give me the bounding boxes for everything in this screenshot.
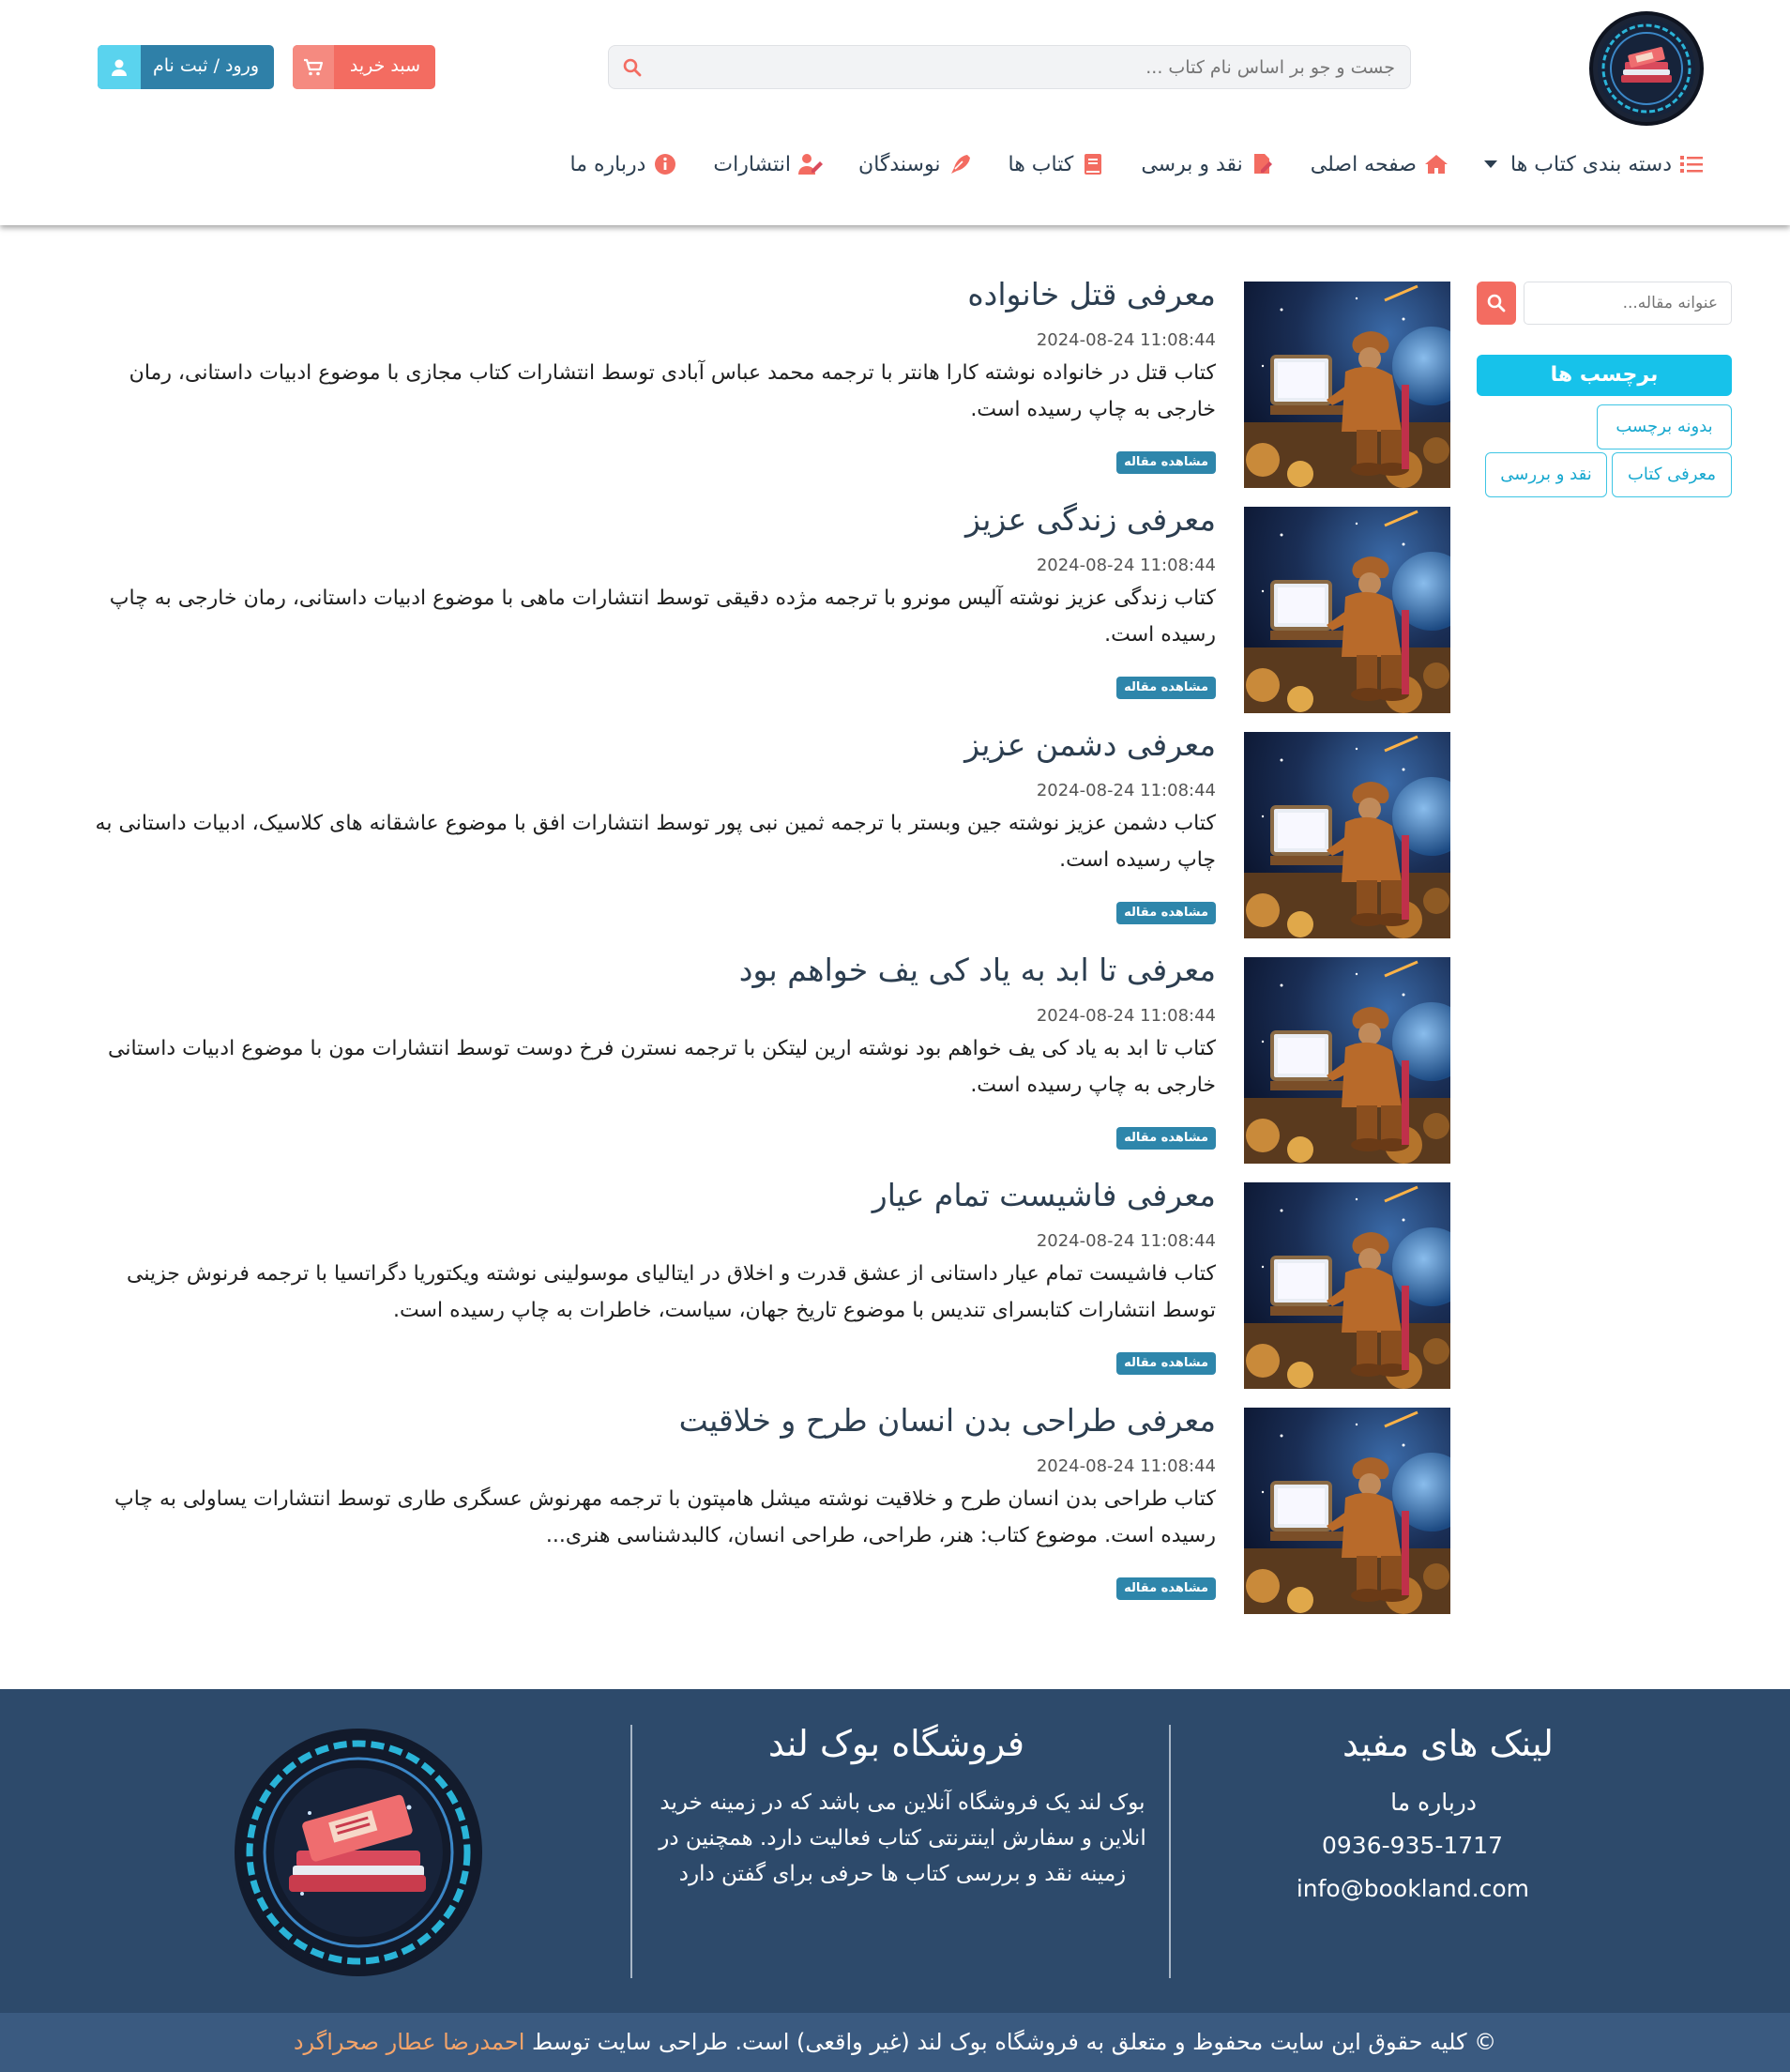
pen-icon <box>948 152 972 176</box>
article-excerpt: کتاب دشمن عزیز نوشته جین وبستر با ترجمه ثمین نبی پور توسط انتشارات افق با موضوع عاشقانه های کلاسیک، ادبیات داستانی به چاپ رسیده است. <box>95 812 1216 872</box>
article-thumbnail[interactable] <box>1244 1182 1450 1389</box>
nav-home[interactable] <box>1311 152 1449 176</box>
article-date: 2024-08-24 11:08:44 <box>1036 330 1216 350</box>
nav-reviews[interactable] <box>1141 152 1274 176</box>
view-article-button[interactable]: مشاهده مقاله <box>1116 1577 1216 1600</box>
article-excerpt: کتاب زندگی عزیز نوشته آلیس مونرو با ترجمه مژده دقیقی توسط انتشارات ماهی با موضوع ادبیات داستانی، رمان خارجی به چاپ رسیده است. <box>109 587 1216 647</box>
nav-reviews-label: نقد و برسی <box>1141 152 1243 176</box>
cart-button[interactable] <box>293 45 435 89</box>
cart-label: سبد خرید <box>349 55 420 76</box>
nav-publishers[interactable] <box>713 152 823 176</box>
article-thumbnail[interactable] <box>1244 1408 1450 1614</box>
view-article-button[interactable]: مشاهده مقاله <box>1116 1127 1216 1150</box>
copyright-bar <box>0 2013 1790 2072</box>
article-card <box>0 276 1790 490</box>
footer-email[interactable]: info@bookland.com <box>1296 1875 1529 1902</box>
cart-icon <box>293 45 334 89</box>
article-date: 2024-08-24 11:08:44 <box>1036 1006 1216 1026</box>
list-icon <box>1679 152 1704 176</box>
nav-authors[interactable] <box>858 152 972 176</box>
article-title[interactable]: معرفی دشمن عزیز <box>964 726 1216 763</box>
login-label: ورود / ثبت نام <box>152 55 259 76</box>
article-excerpt: کتاب قتل در خانواده نوشته کارا هانتر با ترجمه محمد عباس آبادی توسط انتشارات کتاب مجازی با موضوع ادبیات داستانی، رمان خارجی به چاپ رسیده است. <box>129 361 1216 421</box>
review-icon <box>1251 152 1275 176</box>
article-date: 2024-08-24 11:08:44 <box>1036 1231 1216 1251</box>
tag-review[interactable]: نقد و بررسی <box>1485 452 1607 497</box>
nav-categories-label: دسته بندی کتاب ها <box>1509 152 1672 176</box>
view-article-button[interactable]: مشاهده مقاله <box>1116 451 1216 474</box>
site-header <box>0 0 1790 225</box>
article-excerpt: کتاب فاشیست تمام عیار داستانی از عشق قدرت و اخلاق در ایتالیای موسولینی نوشته ویکتوریا دگراتسیا با ترجمه فرنوش جزینی توسط انتشارات کتابسرای تندیس با موضوع تاریخ جهان، سیاست، خاطرات به چاپ رسیده است. <box>127 1262 1216 1322</box>
article-card <box>0 501 1790 715</box>
login-register-button[interactable] <box>98 45 274 89</box>
article-title[interactable]: معرفی فاشیست تمام عیار <box>872 1177 1216 1213</box>
search-icon[interactable] <box>622 57 643 78</box>
nav-categories[interactable] <box>1484 152 1704 176</box>
article-card <box>0 726 1790 940</box>
book-search-bar <box>608 45 1411 89</box>
nav-home-label: صفحه اصلی <box>1310 152 1417 176</box>
article-thumbnail[interactable] <box>1244 507 1450 713</box>
tag-no-tag[interactable]: بدونه برچسب <box>1597 404 1732 449</box>
main-navigation <box>534 152 1704 176</box>
user-icon <box>98 45 141 89</box>
book-icon <box>1081 152 1105 176</box>
article-excerpt: کتاب طراحی بدن انسان طرح و خلاقیت نوشته میشل هامپتون با ترجمه مهرنوش عسگری طاری توسط انتشارات یساولی به چاپ رسیده است. موضوع کتاب: هنر، طراحی، طراحی انسان، کالبدشناسی هنری... <box>114 1487 1216 1547</box>
site-footer <box>0 1689 1790 2013</box>
article-title[interactable]: معرفی طراحی بدن انسان طرح و خلاقیت <box>678 1402 1216 1439</box>
footer-logo <box>235 1729 482 1976</box>
article-excerpt: کتاب تا ابد به یاد کی یف خواهم بود نوشته ارین لیتکن با ترجمه نسترن فرخ دوست توسط انتشارات مون با موضوع ادبیات داستانی خارجی به چاپ رسیده است. <box>107 1037 1216 1097</box>
article-card <box>0 1177 1790 1391</box>
info-icon <box>653 152 677 176</box>
designer-link[interactable]: احمدرضا عطار صحراگرد <box>293 2029 525 2055</box>
view-article-button[interactable]: مشاهده مقاله <box>1116 902 1216 924</box>
nav-publishers-label: انتشارات <box>713 152 792 176</box>
copyright-text: © کلیه حقوق این سایت محفوظ و متعلق به فروشگاه بوک لند (غیر واقعی) است. طراحی سایت توسط <box>532 2029 1497 2055</box>
nav-about[interactable] <box>569 152 677 176</box>
view-article-button[interactable]: مشاهده مقاله <box>1116 677 1216 699</box>
article-date: 2024-08-24 11:08:44 <box>1036 1456 1216 1476</box>
footer-link-about[interactable]: درباره ما <box>1390 1789 1477 1816</box>
footer-divider <box>1169 1725 1171 1978</box>
article-thumbnail[interactable] <box>1244 957 1450 1164</box>
article-thumbnail[interactable] <box>1244 732 1450 938</box>
footer-divider <box>630 1725 632 1978</box>
footer-phone[interactable]: 0936-935-1717 <box>1321 1832 1503 1859</box>
article-title[interactable]: معرفی قتل خانواده <box>967 276 1216 312</box>
book-search-input[interactable] <box>660 46 1410 88</box>
view-article-button[interactable]: مشاهده مقاله <box>1116 1352 1216 1375</box>
article-date: 2024-08-24 11:08:44 <box>1036 781 1216 800</box>
useful-links-title: لینک های مفید <box>1342 1723 1554 1764</box>
article-card <box>0 952 1790 1166</box>
article-card <box>0 1402 1790 1616</box>
site-logo[interactable] <box>1589 11 1704 126</box>
tags-heading: برچسب ها <box>1477 355 1732 396</box>
article-title[interactable]: معرفی تا ابد به یاد کی یف خواهم بود <box>738 952 1216 988</box>
nav-books[interactable] <box>1008 152 1105 176</box>
article-date: 2024-08-24 11:08:44 <box>1036 556 1216 575</box>
nav-about-label: درباره ما <box>569 152 646 176</box>
store-title: فروشگاه بوک لند <box>767 1723 1024 1764</box>
article-thumbnail[interactable] <box>1244 282 1450 488</box>
article-title[interactable]: معرفی زندگی عزیز <box>964 501 1216 538</box>
nav-authors-label: نوسندگان <box>858 152 941 176</box>
chevron-down-icon <box>1484 160 1497 168</box>
publisher-icon <box>798 152 823 176</box>
nav-books-label: کتاب ها <box>1008 152 1074 176</box>
home-icon <box>1424 152 1449 176</box>
tag-book-intro[interactable]: معرفی کتاب <box>1612 452 1732 497</box>
store-about-text: بوک لند یک فروشگاه آنلاین می باشد که در زمینه خرید انلاین و سفارش اینترنتی کتاب فعالیت دارد. همچنین در زمینه نقد و بررسی کتاب ها حرفی برای گفتن دارد <box>659 1790 1146 1886</box>
